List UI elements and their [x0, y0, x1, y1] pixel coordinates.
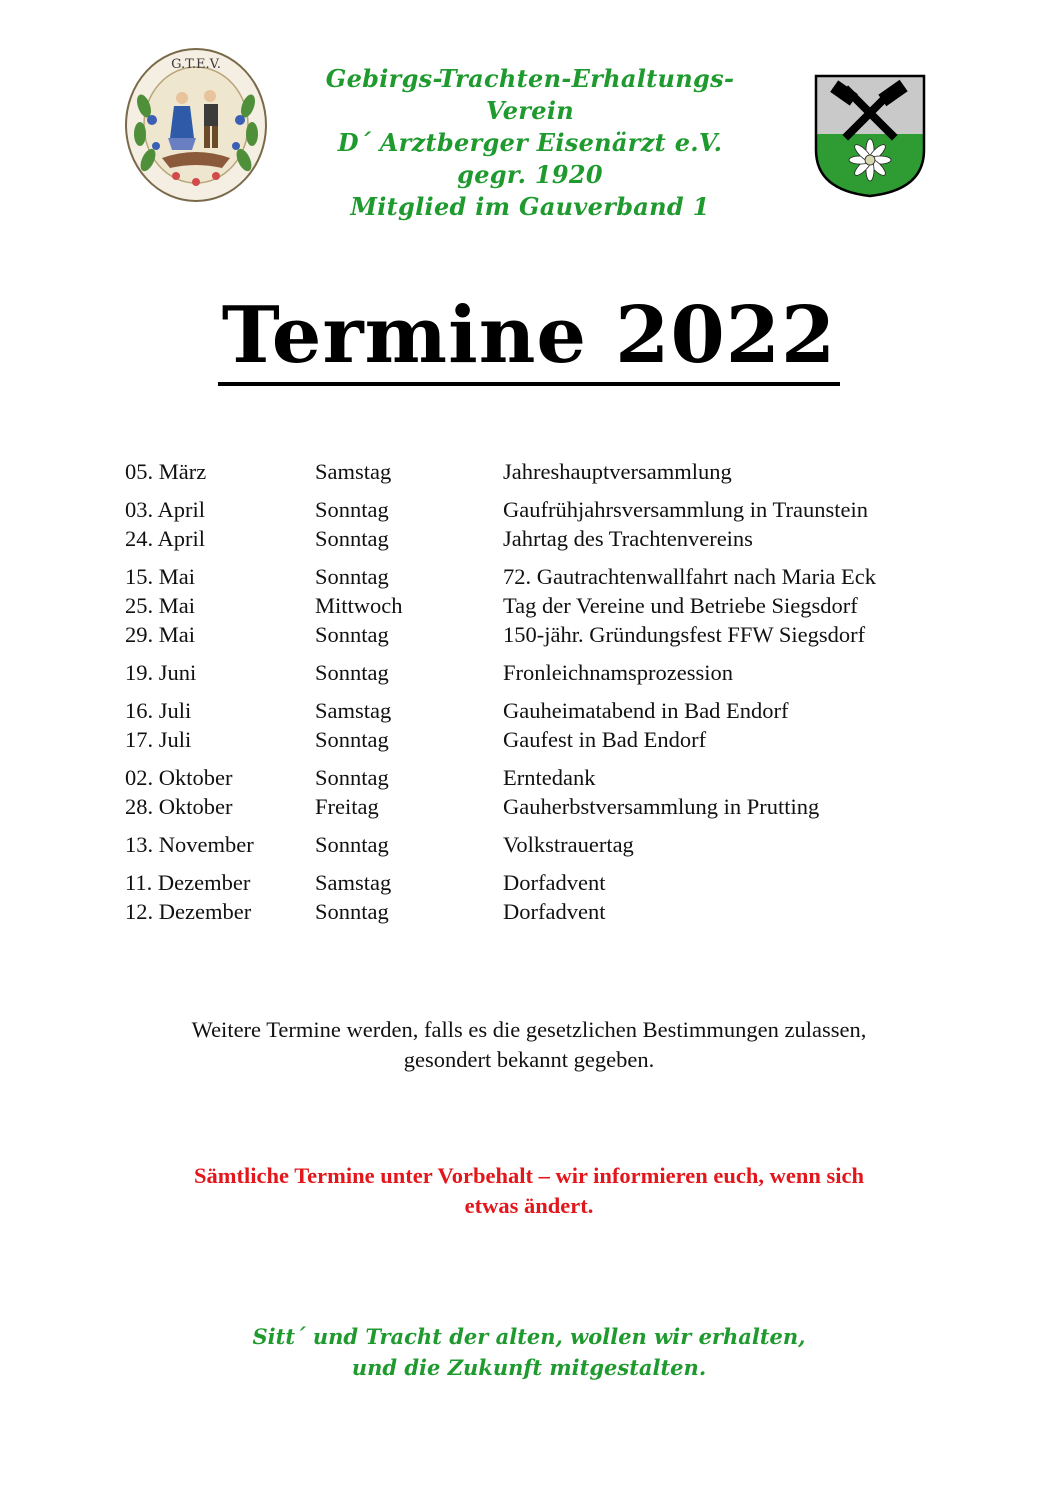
event-weekday: Sonntag [315, 727, 389, 752]
event-title: Dorfadvent [503, 870, 606, 895]
motto-line: Sitt´ und Tracht der alten, wollen wir erhalten, [252, 1324, 806, 1349]
event-weekday: Mittwoch [315, 593, 403, 618]
schedule-row [125, 897, 945, 926]
event-weekday: Sonntag [315, 497, 389, 522]
schedule-row [125, 868, 945, 897]
schedule-row [125, 524, 945, 553]
event-title: Volkstrauertag [503, 832, 634, 857]
schedule-group [125, 457, 945, 486]
event-date: 15. Mai [125, 564, 195, 589]
event-weekday: Sonntag [315, 660, 389, 685]
event-date: 16. Juli [125, 698, 192, 723]
schedule-row [125, 725, 945, 754]
additional-dates-note [0, 1015, 1058, 1075]
event-date: 02. Oktober [125, 765, 233, 790]
event-weekday: Sonntag [315, 622, 389, 647]
event-weekday: Sonntag [315, 564, 389, 589]
title-container [0, 290, 1058, 386]
schedule-row [125, 696, 945, 725]
event-title: Erntedank [503, 765, 596, 790]
schedule-group [125, 868, 945, 926]
club-motto [0, 1321, 1058, 1383]
event-weekday: Sonntag [315, 765, 389, 790]
event-date: 05. März [125, 459, 207, 484]
event-date: 25. Mai [125, 593, 195, 618]
note-line: gesondert bekannt gegeben. [403, 1047, 655, 1072]
event-schedule [125, 457, 945, 935]
event-title: Fronleichnamsprozession [503, 660, 733, 685]
event-title: 72. Gautrachtenwallfahrt nach Maria Eck [503, 564, 876, 589]
club-emblem-logo [122, 46, 270, 204]
event-weekday: Sonntag [315, 526, 389, 551]
schedule-row [125, 591, 945, 620]
event-date: 03. April [125, 497, 206, 522]
club-name-line: Gebirgs-Trachten-Erhaltungs-Verein [325, 64, 735, 125]
event-title: Dorfadvent [503, 899, 606, 924]
event-title: Gaufest in Bad Endorf [503, 727, 707, 752]
event-title: Gaufrühjahrsversammlung in Traunstein [503, 497, 868, 522]
club-name-line: D´ Arztberger Eisenärzt e.V. [337, 128, 723, 157]
event-date: 28. Oktober [125, 794, 233, 819]
schedule-row [125, 495, 945, 524]
event-date: 29. Mai [125, 622, 195, 647]
schedule-row [125, 830, 945, 859]
warning-line: Sämtliche Termine unter Vorbehalt – wir informieren euch, wenn sich [193, 1163, 864, 1188]
event-date: 11. Dezember [125, 870, 251, 895]
schedule-row [125, 620, 945, 649]
schedule-row [125, 763, 945, 792]
event-date: 13. November [125, 832, 254, 857]
schedule-group [125, 495, 945, 553]
event-weekday: Sonntag [315, 832, 389, 857]
event-date: 17. Juli [125, 727, 192, 752]
motto-line: und die Zukunft mitgestalten. [351, 1355, 707, 1380]
membership-line: Mitglied im Gauverband 1 [350, 192, 710, 221]
event-title: Gauherbstversammlung in Prutting [503, 794, 820, 819]
schedule-group [125, 830, 945, 859]
schedule-group [125, 696, 945, 754]
event-title: Jahrtag des Trachtenvereins [503, 526, 753, 551]
schedule-row [125, 457, 945, 486]
coat-of-arms-logo [812, 72, 928, 200]
schedule-row [125, 792, 945, 821]
warning-line: etwas ändert. [464, 1193, 594, 1218]
reservation-warning [0, 1161, 1058, 1221]
schedule-group [125, 658, 945, 687]
event-title: Tag der Vereine und Betriebe Siegsdorf [503, 593, 858, 618]
schedule-group [125, 562, 945, 649]
event-weekday: Freitag [315, 794, 379, 819]
event-title: 150-jähr. Gründungsfest FFW Siegsdorf [503, 622, 866, 647]
page-title: Termine 2022 [218, 290, 841, 386]
note-line: Weitere Termine werden, falls es die gesetzlichen Bestimmungen zulassen, [191, 1017, 867, 1042]
schedule-row [125, 658, 945, 687]
club-header [300, 63, 760, 223]
event-weekday: Sonntag [315, 899, 389, 924]
schedule-row [125, 562, 945, 591]
event-date: 19. Juni [125, 660, 197, 685]
event-date: 12. Dezember [125, 899, 252, 924]
event-title: Gauheimatabend in Bad Endorf [503, 698, 789, 723]
schedule-group [125, 763, 945, 821]
event-weekday: Samstag [315, 698, 392, 723]
event-weekday: Samstag [315, 870, 392, 895]
event-title: Jahreshauptversammlung [503, 459, 732, 484]
event-date: 24. April [125, 526, 206, 551]
founding-year: gegr. 1920 [457, 160, 603, 189]
svg-text:G.T.E.V.: G.T.E.V. [171, 57, 221, 72]
event-weekday: Samstag [315, 459, 392, 484]
